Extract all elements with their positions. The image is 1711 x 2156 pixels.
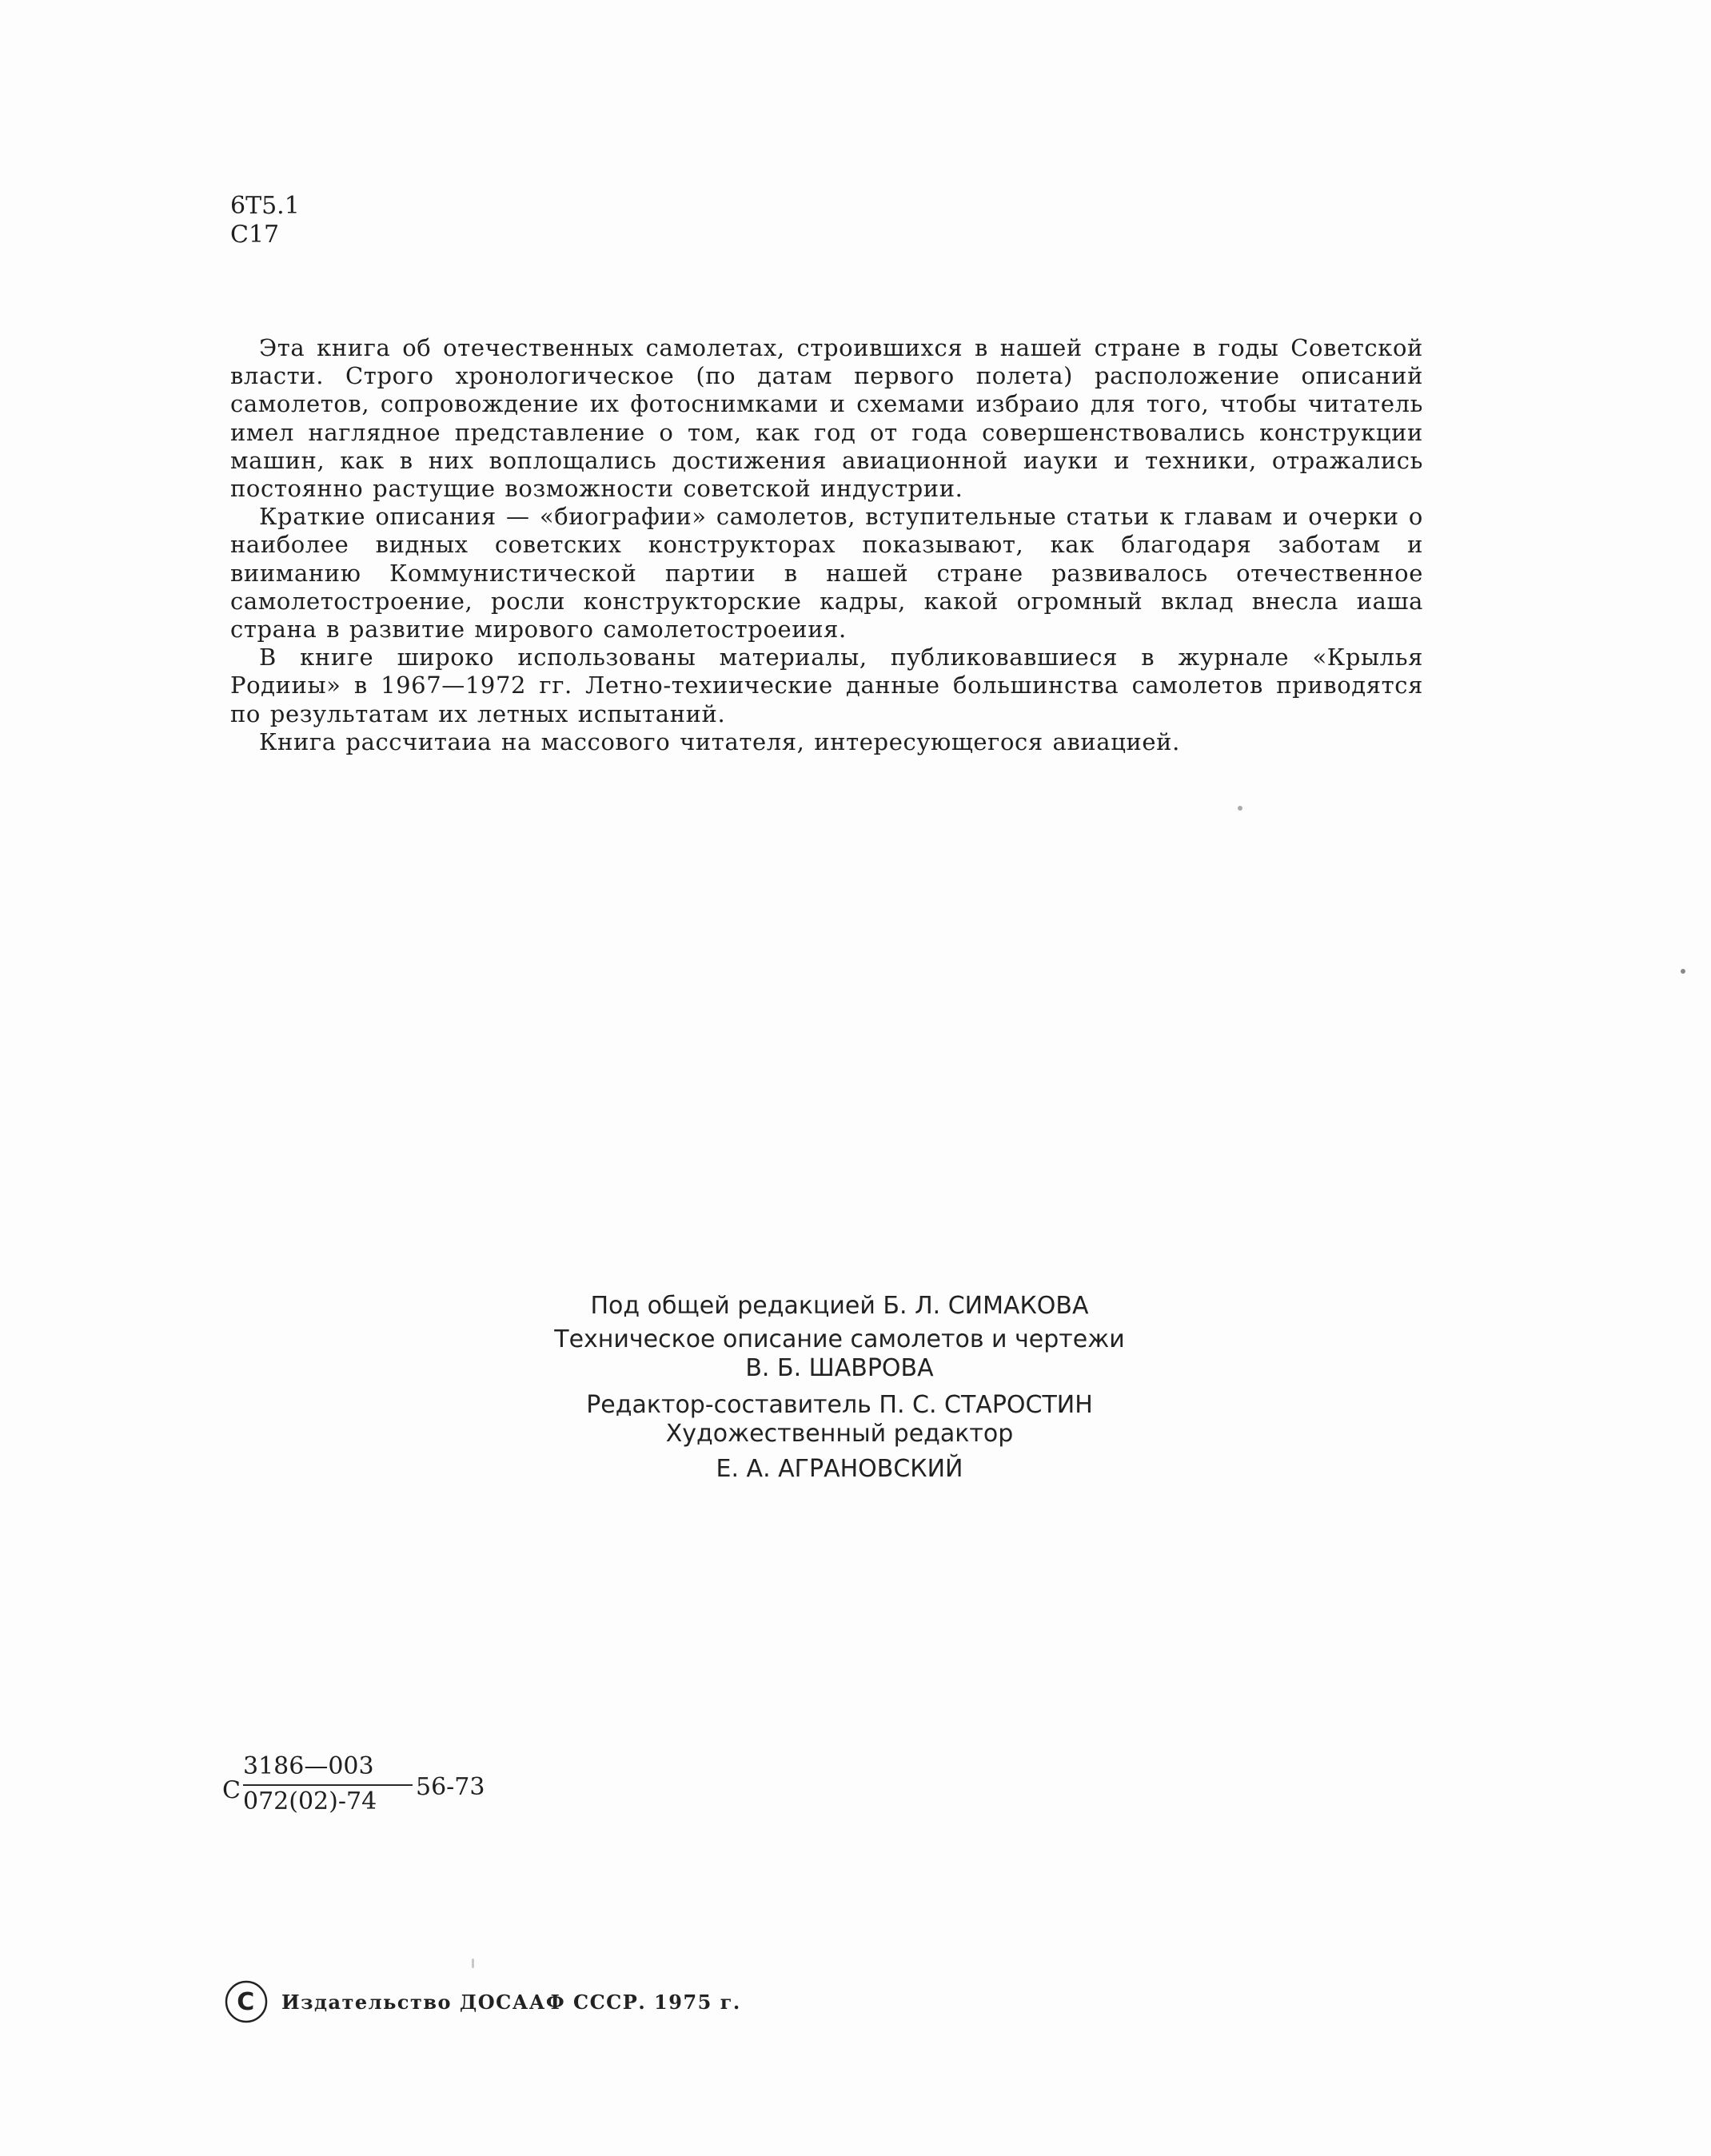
index-denominator: 072(02)-74 [243,1787,377,1815]
index-suffix: 56-73 [416,1773,485,1801]
fraction-rule [243,1784,413,1786]
paper-speck [1681,969,1685,974]
copyright-symbol: C [237,1988,256,2016]
credits-block [480,1292,1199,1484]
index-letter: С [222,1776,241,1804]
index-numerator: 3186—003 [243,1752,374,1780]
annotation-paragraph: В книге широко использованы материалы, публиковавшиеся в журнале «Крылья Родииы» в 1967—1972 гг. Летно-техиические данные большинства самолетов приводятся по результатам их летных испытаний. [230,644,1423,727]
copyright-icon [224,1979,269,2024]
annotation-paragraph: Краткие описания — «биографии» самолетов, вступительные статьи к главам и очерки о наиболее видных советских конструкторах показывают, как благодаря заботам и вииманию Коммунистической партии в нашей стране развивалось отечественное самолетостроение, росли конструкторские кадры, какой огромный вклад внесла иаша страна в развитие мирового самолетостроеиия. [230,503,1423,644]
copyright-text: Издательство ДОСААФ СССР. 1975 г. [281,1990,741,2014]
general-editor: Под общей редакцией Б. Л. СИМАКОВА [590,1292,1089,1320]
annotation-paragraph: Эта книга об отечественных самолетах, строившихся в нашей стране в годы Советской власти. Строго хронологическое (по датам первого полета) расположение описаний самолетов, сопровождение их фотоснимками и схемами избраио для того, чтобы читатель имел наглядное представление о том, как год от года совершенствовались конструкции машин, как в них воплощались достижения авиационной иауки и техники, отражались постоянно растущие возможности советской индустрии. [230,334,1423,503]
annotation-text [230,334,1423,756]
art-editor-name: Е. А. АГРАНОВСКИЙ [716,1455,963,1483]
technical-description: Техническое описание самолетов и чертежи [554,1325,1125,1353]
author-mark: С17 [230,221,280,249]
classification-codes [230,192,300,249]
bbk-code: 6Т5.1 [230,192,300,220]
annotation-paragraph: Книга рассчитаиа на массового читателя, интересующегося авиацией. [259,727,1180,755]
copyright-line [224,1979,741,2024]
compiler: Редактор-составитель П. С. СТАРОСТИН [586,1391,1093,1419]
technical-author: В. Б. ШАВРОВА [745,1354,934,1382]
paper-speck [1238,806,1242,811]
art-editor-title: Художественный редактор [665,1420,1014,1448]
paper-speck [472,1959,474,1968]
